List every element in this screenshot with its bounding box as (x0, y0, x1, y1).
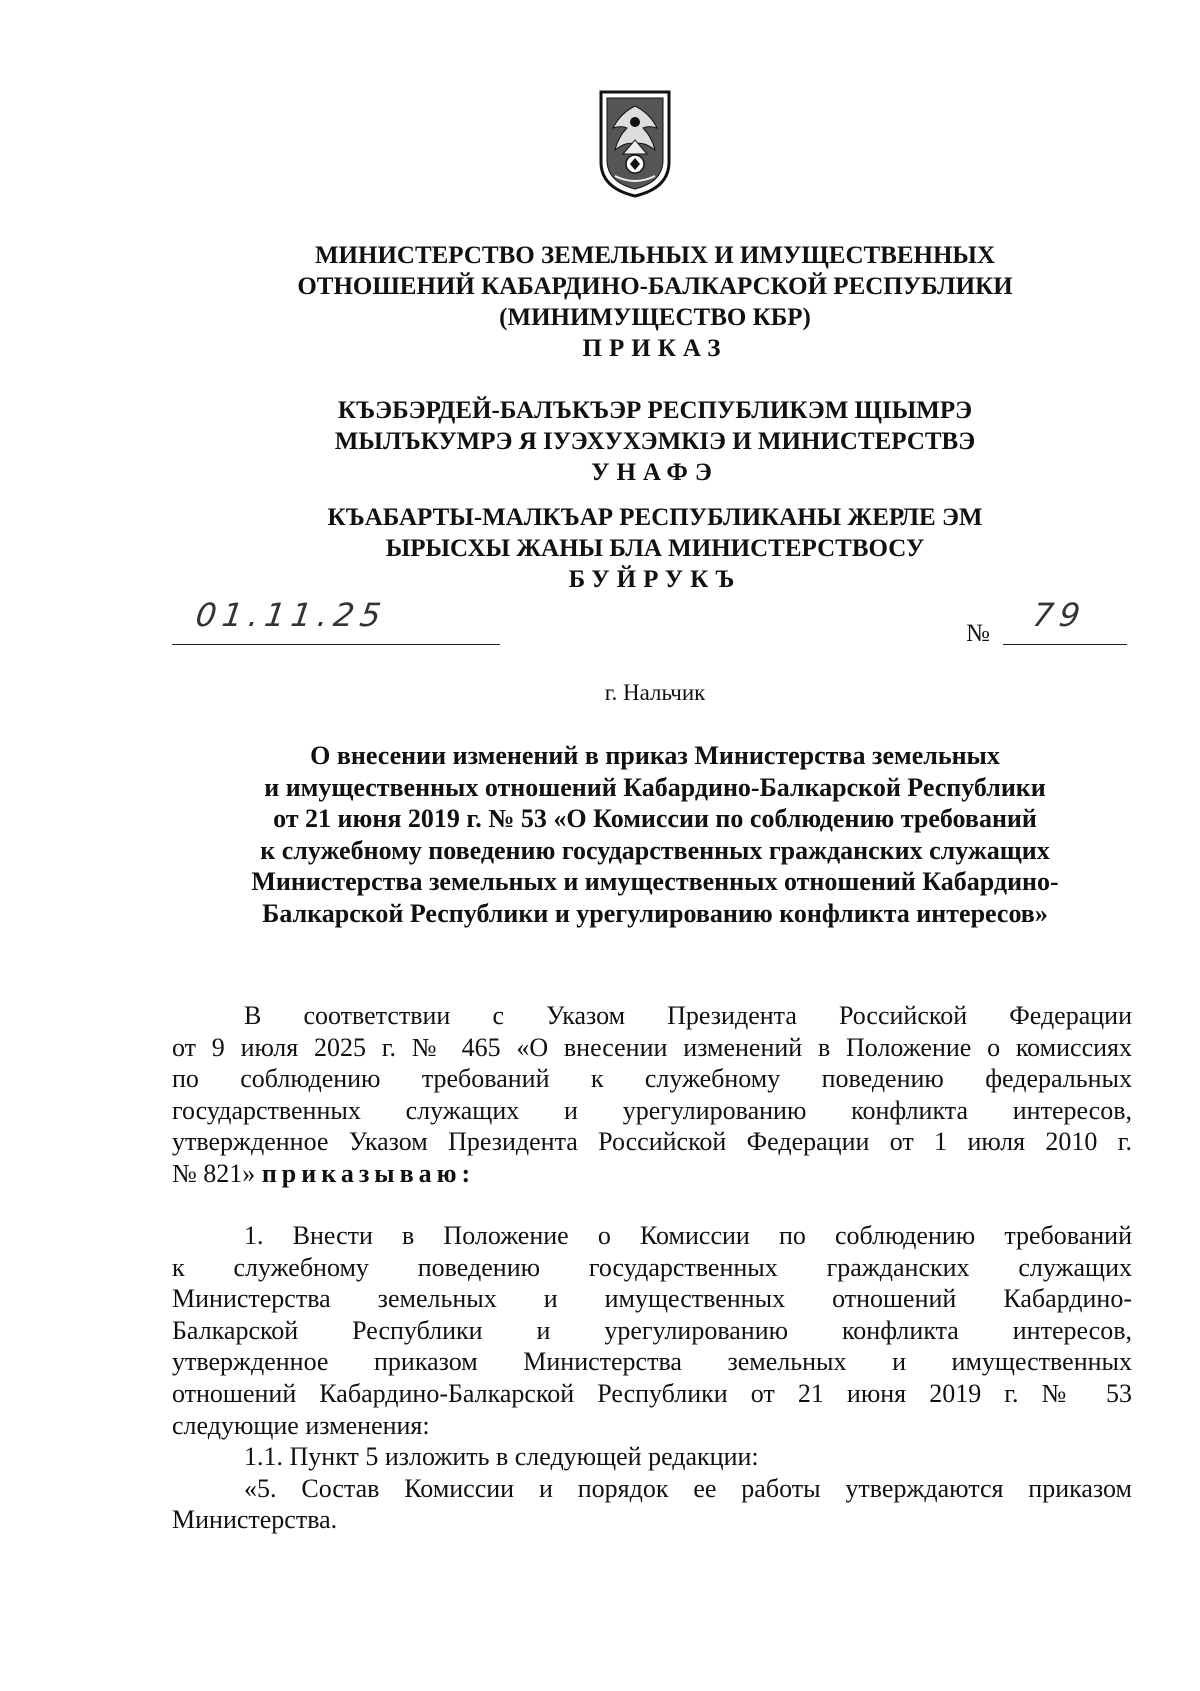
handwritten-number: 79 (1030, 596, 1089, 634)
ministry-header-russian (160, 240, 1150, 364)
number-field (1003, 596, 1127, 645)
item-line: Балкарской Республики и урегулированию конфликта интересов, (172, 1315, 1132, 1345)
item-line: отношений Кабардино-Балкарской Республики от 21 июня 2019 г. № 53 (172, 1378, 1132, 1408)
header-line: МЫЛЪКУМРЭ Я IУЭХУХЭМКIЭ И МИНИСТЕРСТВЭ (334, 428, 976, 455)
date-field (172, 596, 500, 645)
document-type-balkar: БУЙРУКЪ (568, 566, 742, 593)
item-1-paragraph (172, 1220, 1132, 1536)
quoted-point-5-line: Министерства. (172, 1505, 338, 1535)
decree-reference: № 821» (172, 1158, 262, 1188)
header-line: ОТНОШЕНИЙ КАБАРДИНО-БАЛКАРСКОЙ РЕСПУБЛИКИ (297, 273, 1013, 300)
header-line: КЪАБАРТЫ-МАЛКЪАР РЕСПУБЛИКАНЫ ЖЕРЛЕ ЭМ (327, 504, 983, 531)
item-line: 1. Внести в Положение о Комиссии по соблюдению требований (244, 1221, 1132, 1250)
item-line: утвержденное приказом Министерства земельных и имущественных (172, 1347, 1132, 1377)
document-type-russian: ПРИКАЗ (582, 335, 728, 362)
subject-line: и имущественных отношений Кабардино-Балкарской Республики (264, 772, 1046, 802)
preamble-line: государственных служащих и урегулированию конфликта интересов, (172, 1095, 1132, 1125)
city-line: г. Нальчик (604, 680, 706, 705)
subject-line: Балкарской Республики и урегулированию конфликта интересов» (262, 898, 1048, 928)
document-type-kabardian: УНАФЭ (591, 459, 719, 486)
item-line: следующие изменения: (172, 1410, 430, 1440)
order-word: приказываю: (261, 1158, 476, 1188)
header-line: КЪЭБЭРДЕЙ-БАЛЪКЪЭР РЕСПУБЛИКЭМ ЩIЫМРЭ (337, 397, 973, 424)
document-subject (160, 740, 1150, 929)
preamble-line: В соответствии с Указом Президента Российской Федерации (244, 1001, 1132, 1030)
coat-of-arms-emblem (597, 88, 673, 198)
ministry-header-balkar (160, 502, 1150, 595)
preamble-line: от 9 июля 2025 г. № 465 «О внесении изменений в Положение о комиссиях (172, 1032, 1132, 1062)
header-line: ЫРЫСХЫ ЖАНЫ БЛА МИНИСТЕРСТВОСУ (385, 535, 925, 562)
subject-line: к служебному поведению государственных гражданских служащих (260, 835, 1050, 865)
subject-line: Министерства земельных и имущественных отношений Кабардино- (251, 867, 1059, 896)
subject-line: от 21 июня 2019 г. № 53 «О Комиссии по соблюдению требований (273, 804, 1037, 833)
header-line: (МИНИМУЩЕСТВО КБР) (499, 304, 811, 331)
preamble-line: по соблюдению требований к служебному поведению федеральных (172, 1064, 1132, 1094)
preamble-paragraph (172, 1000, 1132, 1190)
item-line: к служебному поведению государственных гражданских служащих (172, 1252, 1132, 1282)
preamble-last-line (172, 1158, 1132, 1190)
preamble-line: утвержденное Указом Президента Российской Федерации от 1 июля 2010 г. (172, 1127, 1132, 1157)
subject-line: О внесении изменений в приказ Министерства земельных (310, 741, 1000, 770)
subitem-1-1: 1.1. Пункт 5 изложить в следующей редакции: (244, 1442, 759, 1472)
quoted-point-5-line: «5. Состав Комиссии и порядок ее работы утверждаются приказом (244, 1473, 1132, 1503)
header-line: МИНИСТЕРСТВО ЗЕМЕЛЬНЫХ И ИМУЩЕСТВЕННЫХ (314, 242, 996, 269)
ministry-header-kabardian (160, 395, 1150, 488)
number-label: № (966, 620, 990, 647)
handwritten-date: 01.11.25 (193, 596, 390, 634)
item-line: Министерства земельных и имущественных отношений Кабардино- (172, 1284, 1132, 1314)
